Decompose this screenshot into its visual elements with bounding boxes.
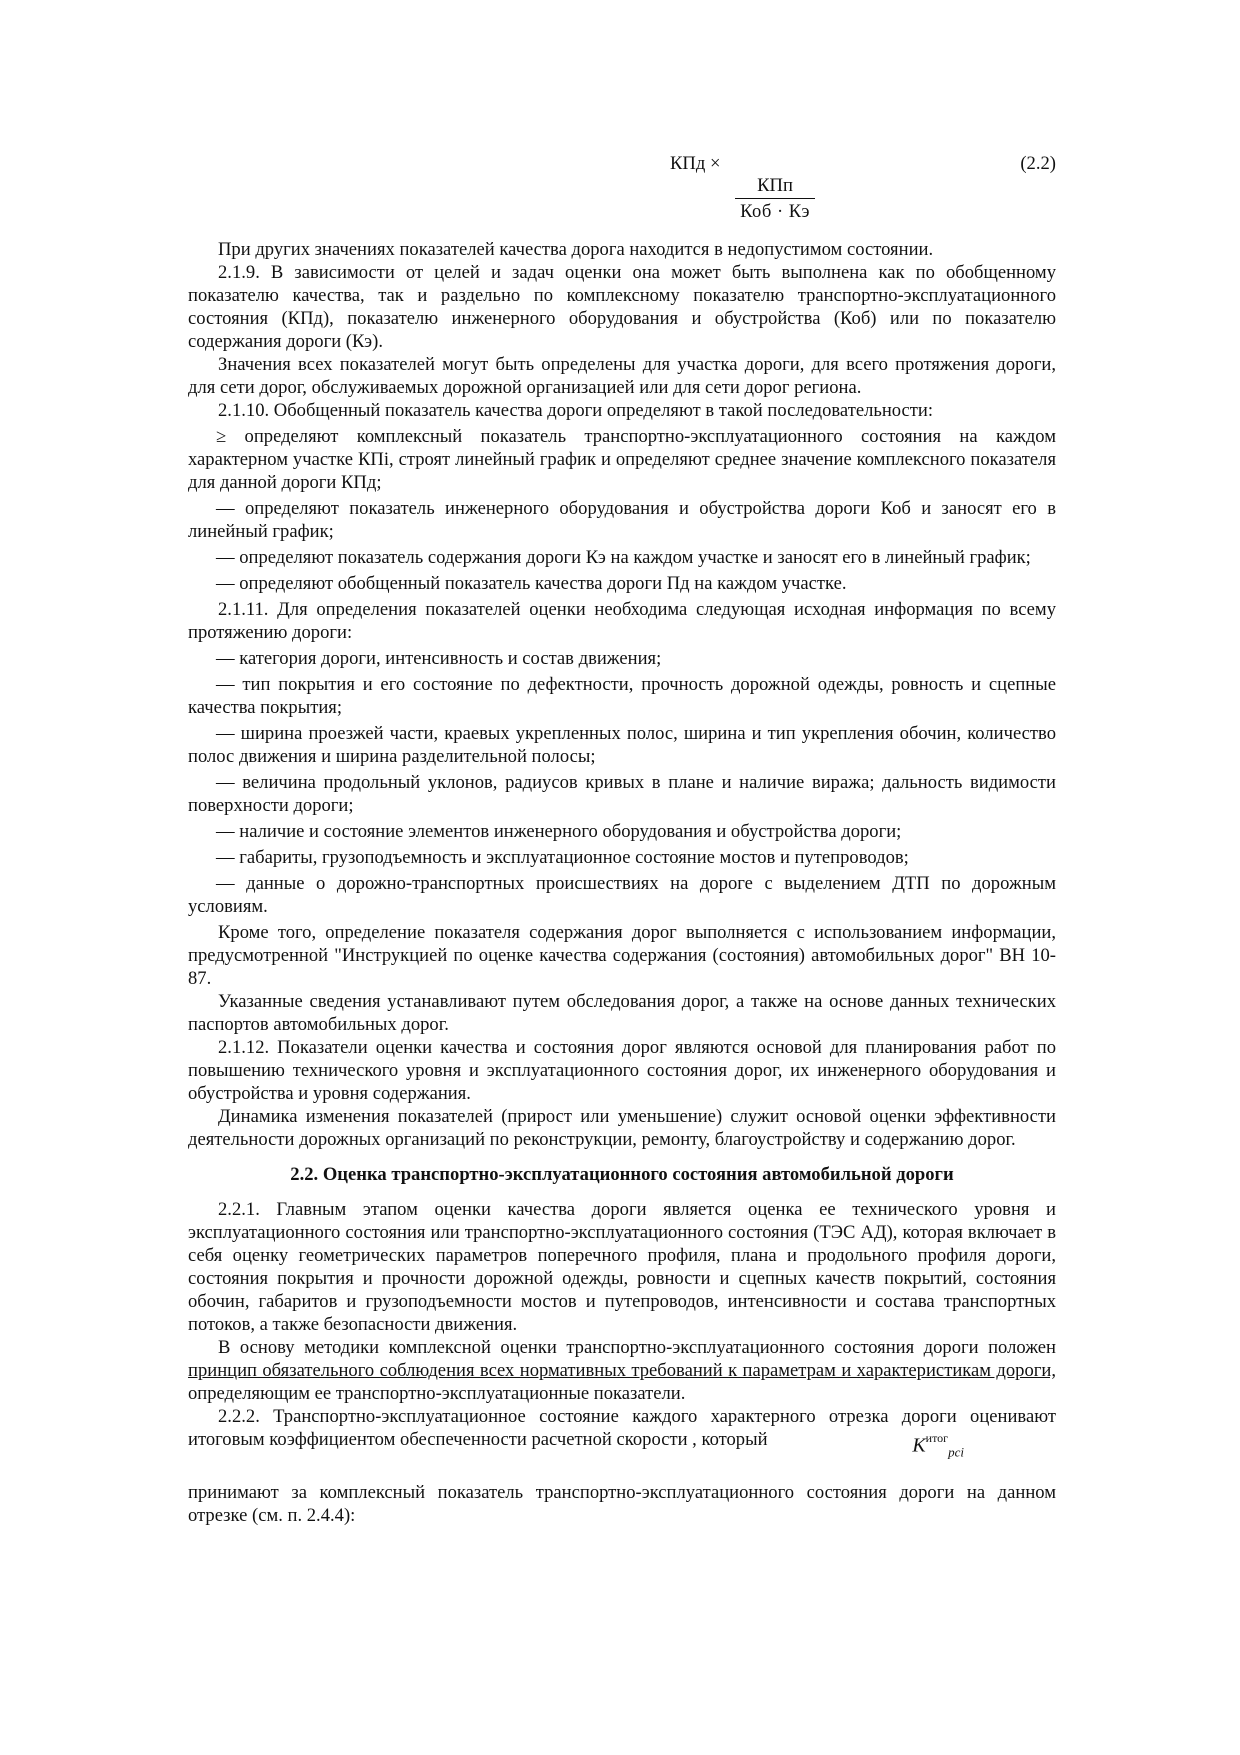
paragraph: 2.1.9. В зависимости от целей и задач оценки она может быть выполнена как по обобщенному показателю качества, так и раздельно по комплексному показателю транспортно-эксплуатационного состояния (КПд), показателю инженерного оборудования и обустройства (Коб) или по показателю содержания дороги (Кэ).: [188, 262, 1056, 352]
paragraph-text: В основу методики комплексной оценки транспортно-эксплуатационного состояния дороги положен: [218, 1337, 1056, 1358]
section-heading: 2.2. Оценка транспортно-эксплуатационного состояния автомобильной дороги: [290, 1164, 954, 1185]
list-item: — ширина проезжей части, краевых укрепленных полос, ширина и тип укрепления обочин, количество полос движения и ширина разделительной полосы;: [188, 723, 1056, 767]
list-item: — наличие и состояние элементов инженерного оборудования и обустройства дороги;: [216, 821, 902, 842]
list-item: — величина продольный уклонов, радиусов кривых в плане и наличие виража; дальность видимости поверхности дороги;: [188, 772, 1056, 816]
underlined-principle: принцип обязательного соблюдения всех нормативных требований к параметрам и характеристикам дороги,: [188, 1360, 1056, 1381]
list-item: — категория дороги, интенсивность и состав движения;: [216, 648, 662, 669]
paragraph: Кроме того, определение показателя содержания дорог выполняется с использованием информации, предусмотренной "Инструкцией по оценке качества содержания (состояния) автомобильных дорог" ВН 10-87.: [188, 922, 1056, 989]
list-item: — тип покрытия и его состояние по дефектности, прочность дорожной одежды, ровность и сцепные качества покрытия;: [188, 674, 1056, 718]
document-body: [188, 148, 1056, 1527]
paragraph: [188, 1336, 1056, 1405]
paragraph: 2.1.12. Показатели оценки качества и состояния дорог являются основой для планирования работ по повышению технического уровня и эксплуатационного состояния дорог, их инженерного оборудования и обустройства и уровня содержания.: [188, 1037, 1056, 1104]
paragraph: принимают за комплексный показатель транспортно-эксплуатационного состояния дороги на данном отрезке (см. п. 2.4.4):: [188, 1482, 1056, 1526]
paragraph: Значения всех показателей могут быть определены для участка дороги, для всего протяжения дороги, для сети дорог, обслуживаемых дорожной организацией или для сети дорог региона.: [188, 354, 1056, 398]
list-item: — определяют показатель содержания дороги Кэ на каждом участке и заносят его в линейный график;: [216, 547, 1031, 568]
formula-number: (2.2): [1020, 153, 1056, 174]
paragraph: Динамика изменения показателей (прирост или уменьшение) служит основой оценки эффективности деятельности дорожных организаций по реконструкции, ремонту, благоустройству и содержанию дорог.: [188, 1106, 1056, 1150]
paragraph-text: 2.2.2. Транспортно-эксплуатационное состояние каждого характерного отрезка дороги оценивают итоговым коэффициентом обеспеченности расчетной скорости , который: [188, 1406, 1056, 1450]
paragraph: Указанные сведения устанавливают путем обследования дорог, а также на основе данных технических паспортов автомобильных дорог.: [188, 991, 1056, 1035]
paragraph: 2.1.10. Обобщенный показатель качества дороги определяют в такой последовательности:: [218, 400, 934, 421]
list-item: — определяют обобщенный показатель качества дороги Пд на каждом участке.: [216, 573, 847, 594]
paragraph: 2.2.1. Главным этапом оценки качества дороги является оценка ее технического уровня и эксплуатационного состояния или транспортно-эксплуатационного состояния (ТЭС АД), которая включает в себя оценку геометрических параметров поперечного профиля, плана и продольного профиля дороги, состояния покрытия и прочности дорожной одежды, ровности и сцепных качеств покрытий, состояния обочин, габаритов и грузоподъемности мостов и путепроводов, интенсивности и состава транспортных потоков, а также безопасности движения.: [188, 1199, 1056, 1335]
formula-fraction: [735, 174, 815, 223]
formula-2-2: [188, 148, 1056, 238]
list-item: ≥ определяют комплексный показатель транспортно-эксплуатационного состояния на каждом характерном участке КПi, строят линейный график и определяют среднее значение комплексного показателя для данной дороги КПд;: [188, 426, 1056, 493]
k-coefficient-symbol: $K^{итог}_{рсi}$: [912, 1431, 964, 1460]
list-item: — габариты, грузоподъемность и эксплуатационное состояние мостов и путепроводов;: [216, 847, 909, 868]
formula-denominator: Коб · Кэ: [740, 201, 810, 222]
paragraph: 2.1.11. Для определения показателей оценки необходима следующая исходная информация по всему протяжению дороги:: [188, 599, 1056, 643]
list-item: — данные о дорожно-транспортных происшествиях на дороге с выделением ДТП по дорожным условиям.: [188, 873, 1056, 917]
paragraph: [188, 1405, 1056, 1460]
paragraph-text: определяющим ее транспортно-эксплуатационные показатели.: [188, 1383, 686, 1404]
paragraph: При других значениях показателей качества дорога находится в недопустимом состоянии.: [218, 239, 934, 260]
formula-lhs: КПд ×: [670, 153, 721, 174]
formula-numerator: КПп: [735, 174, 815, 199]
list-item: — определяют показатель инженерного оборудования и обустройства дороги Коб и заносят его в линейный график;: [188, 498, 1056, 542]
